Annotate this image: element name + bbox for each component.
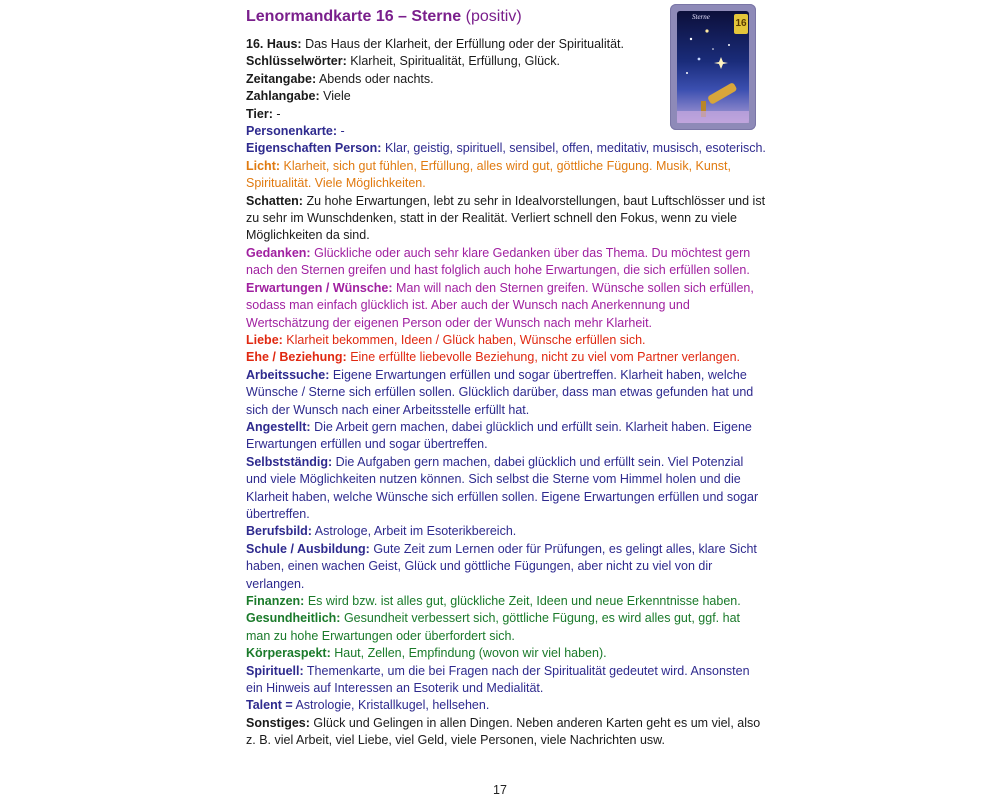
entry [246, 332, 766, 349]
entry [246, 610, 766, 645]
entry-text: Klarheit, Spiritualität, Erfüllung, Glück. [350, 54, 561, 69]
entry-text: Klar, geistig, spirituell, sensibel, offen, meditativ, musisch, esoterisch. [384, 141, 766, 156]
entry [246, 158, 766, 193]
entry [246, 593, 766, 610]
entry-label: 16. Haus: [246, 37, 302, 51]
page-title [246, 6, 766, 28]
entry-text: Klarheit, sich gut fühlen, Erfüllung, alles wird gut, göttliche Fügung. Musik, Kunst, Spiritualität. Viele Möglichkeiten. [246, 158, 731, 191]
entry [246, 53, 766, 70]
entry [246, 419, 766, 454]
page-content [246, 6, 766, 750]
entry [246, 140, 766, 157]
entry-text: Glückliche oder auch sehr klare Gedanken über das Thema. Du möchtest gern nach den Sternen greifen und hast folglich auch hohe Erwartungen, die sich erfüllen sollen. [246, 245, 751, 278]
card-number-badge: 16 [734, 14, 748, 34]
entry [246, 245, 766, 280]
entry-text: Zu hohe Erwartungen, lebt zu sehr in Idealvorstellungen, baut Luftschlösser und ist zu sehr im Wunschdenken, statt in der Realität. Verliert schnell den Fokus, wenn zu viele Möglichkeiten da sind. [246, 193, 766, 243]
entry-text: - [340, 124, 345, 139]
entry-label: Körperaspekt: [246, 646, 331, 661]
page-number: 17 [493, 783, 507, 797]
entry [246, 71, 766, 88]
entry-text: Viele [323, 89, 351, 104]
entry-label: Sonstiges: [246, 715, 310, 730]
entry [246, 367, 766, 419]
entry [246, 123, 766, 140]
entry-text: - [276, 106, 281, 121]
entry-text: Abends oder nachts. [318, 71, 434, 86]
title-main: Lenormandkarte 16 – Sterne [246, 8, 462, 25]
entry-text: Haut, Zellen, Empfindung (wovon wir viel haben). [334, 646, 607, 661]
entry-label: Schatten: [246, 193, 303, 208]
title-qualifier: (positiv) [465, 8, 522, 25]
entry-label: Tier: [246, 106, 273, 121]
entry-text: Astrologe, Arbeit im Esoterikbereich. [314, 524, 517, 539]
entry-label: Selbstständig: [246, 454, 333, 469]
entry-label: Angestellt: [246, 419, 311, 434]
entry-text: Man will nach den Sternen greifen. Wünsche sollen sich erfüllen, sodass man einfach glücklich ist. Aber auch der Wunsch nach Anerkennung und Wertschätzung der eigenen Person oder der Wunsch nach mehr Klarheit. [246, 280, 754, 330]
entry [246, 349, 766, 366]
entry-label: Zahlangabe: [246, 89, 320, 104]
entry [246, 697, 766, 714]
entry-text: Themenkarte, um die bei Fragen nach der Spiritualität gedeutet wird. Ansonsten ein Hinweis auf Interessen an Esoterik und Medialität. [246, 663, 750, 696]
entry-text: Astrologie, Kristallkugel, hellsehen. [295, 698, 490, 713]
entry [246, 280, 766, 332]
entry-text: Glück und Gelingen in allen Dingen. Neben anderen Karten geht es um viel, also z. B. viel Arbeit, viel Liebe, viel Geld, viele Personen, viele Nachrichten usw. [246, 715, 761, 748]
entry-text: Das Haus der Klarheit, der Erfüllung oder der Spiritualität. [305, 37, 624, 51]
entry-text: Die Aufgaben gern machen, dabei glücklich und erfüllt sein. Viel Potenzial und viele Möglichkeiten nutzen können. Sich selbst die Sterne vom Himmel holen und die Klarheit haben, welche Wünsche sich erfüllen sollen. Eigene Erwartungen erfüllen und sogar übertreffen. [246, 454, 759, 521]
entry-label: Licht: [246, 158, 281, 173]
entry [246, 454, 766, 524]
entry-text: Eigene Erwartungen erfüllen und sogar übertreffen. Klarheit haben, welche Wünsche / Sterne sich erfüllen sollen. Glücklich darüber, dass man etwas gefunden hat und sich der Wunsch nach einer Arbeitsstelle erfüllt hat. [246, 367, 754, 417]
entry-text: Gute Zeit zum Lernen oder für Prüfungen, es gelingt alles, klare Sicht haben, einen wachen Geist, Glück und göttliche Fügungen, aber nicht zu viel von dir verlangen. [246, 541, 757, 591]
entry [246, 193, 766, 245]
entry [246, 36, 766, 53]
entry-label: Eigenschaften Person: [246, 141, 382, 156]
entry-label: Erwartungen / Wünsche: [246, 280, 393, 295]
entry [246, 523, 766, 540]
entry-label: Arbeitssuche: [246, 367, 330, 382]
entry-label: Personenkarte: [246, 124, 338, 139]
entry-text: Gesundheit verbessert sich, göttliche Fügung, es wird alles gut, ggf. hat man zu hohe Erwartungen oder überfordert sich. [246, 611, 740, 643]
entry-label: Schlüsselwörter: [246, 54, 347, 69]
entry-label: Berufsbild: [246, 524, 312, 539]
entry-label: Ehe / Beziehung: [246, 350, 347, 365]
entry-label: Talent = [246, 698, 293, 713]
entry [246, 645, 766, 662]
card-name: Sterne [692, 13, 710, 21]
entry-label: Finanzen: [246, 594, 305, 608]
entry-label: Gedanken: [246, 245, 311, 260]
entry-label: Gesundheitlich: [246, 611, 341, 626]
entry-text: Eine erfüllte liebevolle Beziehung, nicht zu viel vom Partner verlangen. [350, 350, 740, 365]
entry [246, 541, 766, 593]
entry-text: Es wird bzw. ist alles gut, glückliche Zeit, Ideen und neue Erkenntnisse haben. [307, 594, 741, 608]
entry-text: Klarheit bekommen, Ideen / Glück haben, Wünsche erfüllen sich. [286, 332, 646, 347]
entry [246, 715, 766, 750]
entry-label: Spirituell: [246, 663, 304, 678]
entry-label: Schule / Ausbildung: [246, 541, 370, 556]
entry-label: Liebe: [246, 332, 283, 347]
entry [246, 663, 766, 698]
entry [246, 88, 766, 105]
entry-text: Die Arbeit gern machen, dabei glücklich und erfüllt sein. Klarheit haben. Eigene Erwartungen erfüllen und sogar übertreffen. [246, 419, 752, 452]
entry [246, 106, 766, 123]
entry-label: Zeitangabe: [246, 71, 317, 86]
entry-list [246, 36, 766, 750]
